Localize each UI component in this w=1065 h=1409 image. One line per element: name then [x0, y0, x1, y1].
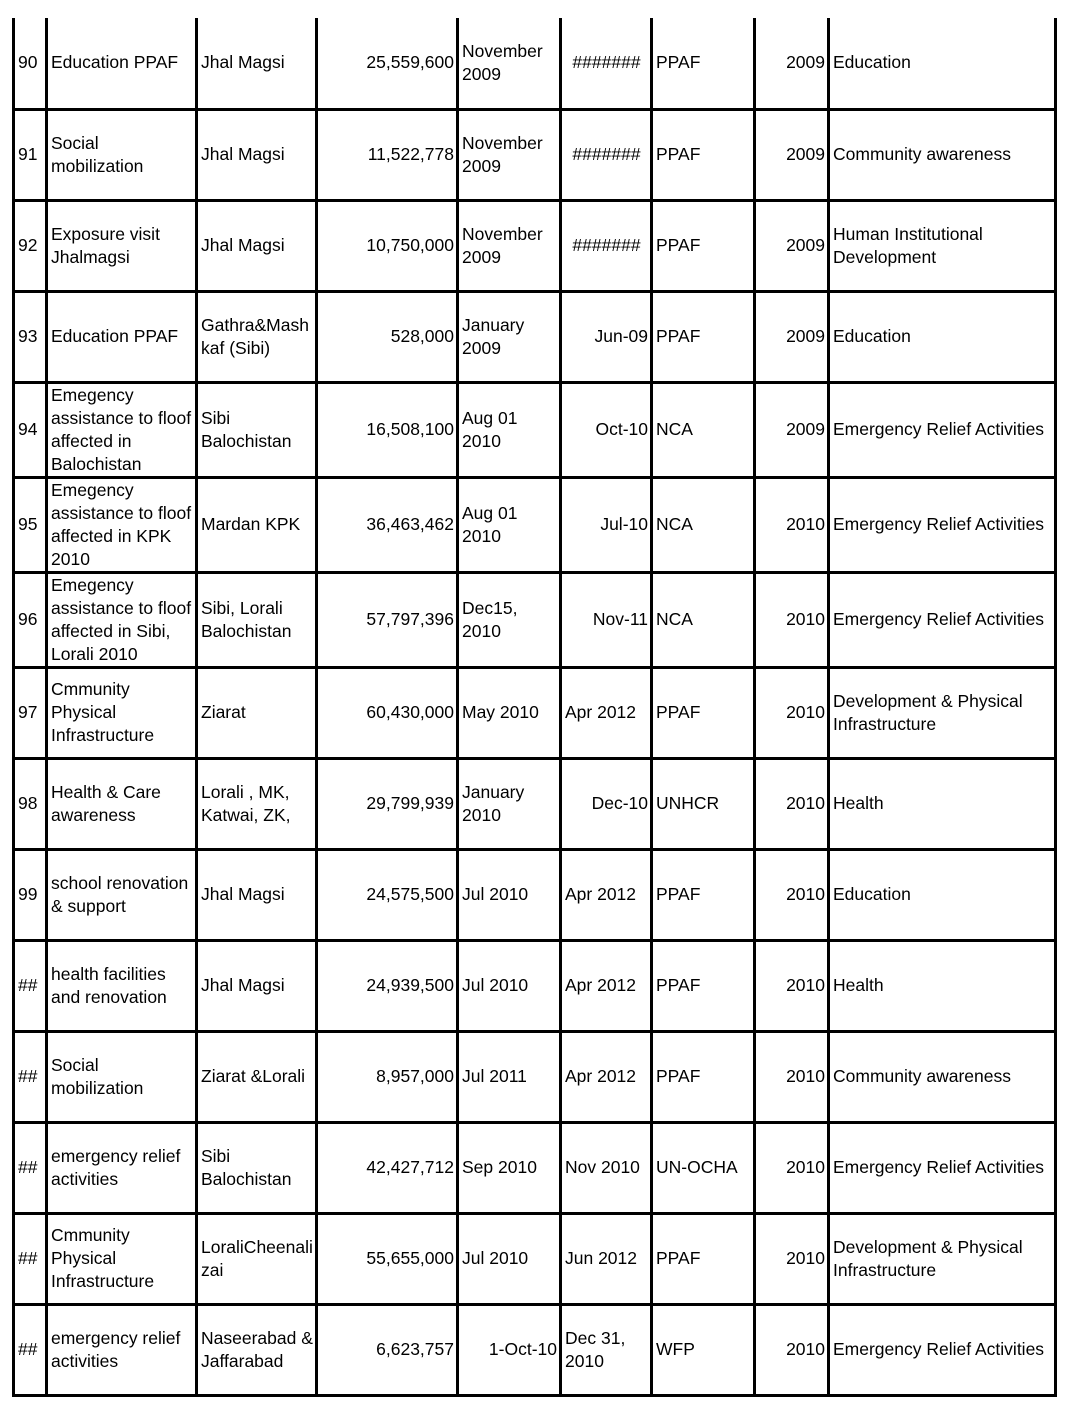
project-cell: emergency relief activities	[47, 1304, 197, 1395]
amount-cell: 42,427,712	[317, 1122, 458, 1213]
sector-cell: Education	[829, 18, 1056, 109]
end-date-cell: Dec-10	[561, 758, 652, 849]
amount-cell: 57,797,396	[317, 572, 458, 667]
project-cell: Exposure visit Jhalmagsi	[47, 200, 197, 291]
sector-cell: Education	[829, 291, 1056, 382]
location-cell: Jhal Magsi	[197, 200, 317, 291]
project-cell: health facilities and renovation	[47, 940, 197, 1031]
year-cell: 2010	[755, 849, 829, 940]
year-cell: 2009	[755, 200, 829, 291]
spreadsheet-page	[12, 18, 1054, 1385]
amount-cell: 528,000	[317, 291, 458, 382]
sector-cell: Emergency Relief Activities	[829, 477, 1056, 572]
sector-cell: Development & Physical Infrastructure	[829, 1213, 1056, 1304]
donor-cell: PPAF	[652, 667, 755, 758]
row-number-cell: ##	[14, 1304, 47, 1395]
table-row	[14, 1213, 1056, 1304]
table-row	[14, 382, 1056, 477]
year-cell: 2010	[755, 1304, 829, 1395]
row-number-cell: ##	[14, 940, 47, 1031]
year-cell: 2010	[755, 572, 829, 667]
table-row	[14, 109, 1056, 200]
end-date-cell: #######	[561, 200, 652, 291]
amount-cell: 25,559,600	[317, 18, 458, 109]
project-cell: emergency relief activities	[47, 1122, 197, 1213]
project-cell: Cmmunity Physical Infrastructure	[47, 1213, 197, 1304]
donor-cell: PPAF	[652, 18, 755, 109]
location-cell: Sibi Balochistan	[197, 1122, 317, 1213]
donor-cell: PPAF	[652, 1031, 755, 1122]
project-cell: Education PPAF	[47, 291, 197, 382]
end-date-cell: Apr 2012	[561, 849, 652, 940]
location-cell: Ziarat	[197, 667, 317, 758]
donor-cell: WFP	[652, 1304, 755, 1395]
end-date-cell: Apr 2012	[561, 1031, 652, 1122]
amount-cell: 11,522,778	[317, 109, 458, 200]
start-date-cell: Aug 01 2010	[458, 382, 561, 477]
start-date-cell: Jul 2010	[458, 940, 561, 1031]
table-row	[14, 572, 1056, 667]
sector-cell: Education	[829, 849, 1056, 940]
year-cell: 2010	[755, 758, 829, 849]
table-row	[14, 849, 1056, 940]
project-cell: Emegency assistance to floof affected in KPK 2010	[47, 477, 197, 572]
year-cell: 2009	[755, 291, 829, 382]
start-date-cell: Sep 2010	[458, 1122, 561, 1213]
table-body	[14, 18, 1056, 1395]
start-date-cell: Jul 2011	[458, 1031, 561, 1122]
table-row	[14, 758, 1056, 849]
year-cell: 2009	[755, 109, 829, 200]
row-number-cell: ##	[14, 1213, 47, 1304]
donor-cell: PPAF	[652, 200, 755, 291]
donor-cell: NCA	[652, 572, 755, 667]
row-number-cell: 91	[14, 109, 47, 200]
amount-cell: 24,575,500	[317, 849, 458, 940]
sector-cell: Health	[829, 940, 1056, 1031]
year-cell: 2010	[755, 1213, 829, 1304]
table-row	[14, 18, 1056, 109]
donor-cell: PPAF	[652, 291, 755, 382]
project-table	[12, 18, 1057, 1397]
location-cell: LoraliCheenalizai	[197, 1213, 317, 1304]
year-cell: 2010	[755, 940, 829, 1031]
start-date-cell: Aug 01 2010	[458, 477, 561, 572]
start-date-cell: November 2009	[458, 18, 561, 109]
project-cell: Cmmunity Physical Infrastructure	[47, 667, 197, 758]
table-row	[14, 667, 1056, 758]
donor-cell: NCA	[652, 382, 755, 477]
start-date-cell: January 2010	[458, 758, 561, 849]
table-row	[14, 940, 1056, 1031]
project-cell: Emegency assistance to floof affected in Balochistan	[47, 382, 197, 477]
end-date-cell: Dec 31, 2010	[561, 1304, 652, 1395]
start-date-cell: Jul 2010	[458, 1213, 561, 1304]
amount-cell: 60,430,000	[317, 667, 458, 758]
end-date-cell: #######	[561, 109, 652, 200]
amount-cell: 10,750,000	[317, 200, 458, 291]
row-number-cell: 90	[14, 18, 47, 109]
location-cell: Lorali , MK, Katwai, ZK,	[197, 758, 317, 849]
donor-cell: UN-OCHA	[652, 1122, 755, 1213]
start-date-cell: 1-Oct-10	[458, 1304, 561, 1395]
location-cell: Naseerabad & Jaffarabad	[197, 1304, 317, 1395]
location-cell: Jhal Magsi	[197, 18, 317, 109]
amount-cell: 8,957,000	[317, 1031, 458, 1122]
amount-cell: 55,655,000	[317, 1213, 458, 1304]
table-row	[14, 1304, 1056, 1395]
sector-cell: Emergency Relief Activities	[829, 382, 1056, 477]
donor-cell: UNHCR	[652, 758, 755, 849]
end-date-cell: Jun-09	[561, 291, 652, 382]
table-row	[14, 477, 1056, 572]
end-date-cell: #######	[561, 18, 652, 109]
location-cell: Ziarat &Lorali	[197, 1031, 317, 1122]
donor-cell: PPAF	[652, 1213, 755, 1304]
start-date-cell: May 2010	[458, 667, 561, 758]
year-cell: 2010	[755, 477, 829, 572]
year-cell: 2009	[755, 18, 829, 109]
sector-cell: Emergency Relief Activities	[829, 1122, 1056, 1213]
amount-cell: 16,508,100	[317, 382, 458, 477]
year-cell: 2010	[755, 1031, 829, 1122]
row-number-cell: 97	[14, 667, 47, 758]
sector-cell: Development & Physical Infrastructure	[829, 667, 1056, 758]
start-date-cell: Dec15, 2010	[458, 572, 561, 667]
year-cell: 2010	[755, 667, 829, 758]
donor-cell: PPAF	[652, 849, 755, 940]
project-cell: Social mobilization	[47, 109, 197, 200]
table-row	[14, 200, 1056, 291]
year-cell: 2009	[755, 382, 829, 477]
location-cell: Sibi Balochistan	[197, 382, 317, 477]
sector-cell: Community awareness	[829, 1031, 1056, 1122]
row-number-cell: 94	[14, 382, 47, 477]
project-cell: Emegency assistance to floof affected in Sibi, Lorali 2010	[47, 572, 197, 667]
row-number-cell: 93	[14, 291, 47, 382]
location-cell: Jhal Magsi	[197, 940, 317, 1031]
end-date-cell: Jul-10	[561, 477, 652, 572]
donor-cell: PPAF	[652, 109, 755, 200]
sector-cell: Community awareness	[829, 109, 1056, 200]
sector-cell: Health	[829, 758, 1056, 849]
start-date-cell: November 2009	[458, 109, 561, 200]
row-number-cell: 92	[14, 200, 47, 291]
location-cell: Jhal Magsi	[197, 849, 317, 940]
project-cell: Education PPAF	[47, 18, 197, 109]
location-cell: Mardan KPK	[197, 477, 317, 572]
end-date-cell: Jun 2012	[561, 1213, 652, 1304]
row-number-cell: 96	[14, 572, 47, 667]
amount-cell: 29,799,939	[317, 758, 458, 849]
amount-cell: 6,623,757	[317, 1304, 458, 1395]
start-date-cell: November 2009	[458, 200, 561, 291]
row-number-cell: 98	[14, 758, 47, 849]
table-row	[14, 1031, 1056, 1122]
end-date-cell: Apr 2012	[561, 667, 652, 758]
row-number-cell: ##	[14, 1122, 47, 1213]
location-cell: Jhal Magsi	[197, 109, 317, 200]
row-number-cell: 99	[14, 849, 47, 940]
location-cell: Gathra&Mashkaf (Sibi)	[197, 291, 317, 382]
donor-cell: NCA	[652, 477, 755, 572]
year-cell: 2010	[755, 1122, 829, 1213]
end-date-cell: Nov 2010	[561, 1122, 652, 1213]
amount-cell: 36,463,462	[317, 477, 458, 572]
sector-cell: Human Institutional Development	[829, 200, 1056, 291]
project-cell: Social mobilization	[47, 1031, 197, 1122]
project-cell: Health & Care awareness	[47, 758, 197, 849]
row-number-cell: 95	[14, 477, 47, 572]
donor-cell: PPAF	[652, 940, 755, 1031]
sector-cell: Emergency Relief Activities	[829, 572, 1056, 667]
table-row	[14, 1122, 1056, 1213]
start-date-cell: Jul 2010	[458, 849, 561, 940]
amount-cell: 24,939,500	[317, 940, 458, 1031]
location-cell: Sibi, Lorali Balochistan	[197, 572, 317, 667]
end-date-cell: Apr 2012	[561, 940, 652, 1031]
project-cell: school renovation & support	[47, 849, 197, 940]
table-row	[14, 291, 1056, 382]
sector-cell: Emergency Relief Activities	[829, 1304, 1056, 1395]
end-date-cell: Oct-10	[561, 382, 652, 477]
end-date-cell: Nov-11	[561, 572, 652, 667]
start-date-cell: January 2009	[458, 291, 561, 382]
row-number-cell: ##	[14, 1031, 47, 1122]
